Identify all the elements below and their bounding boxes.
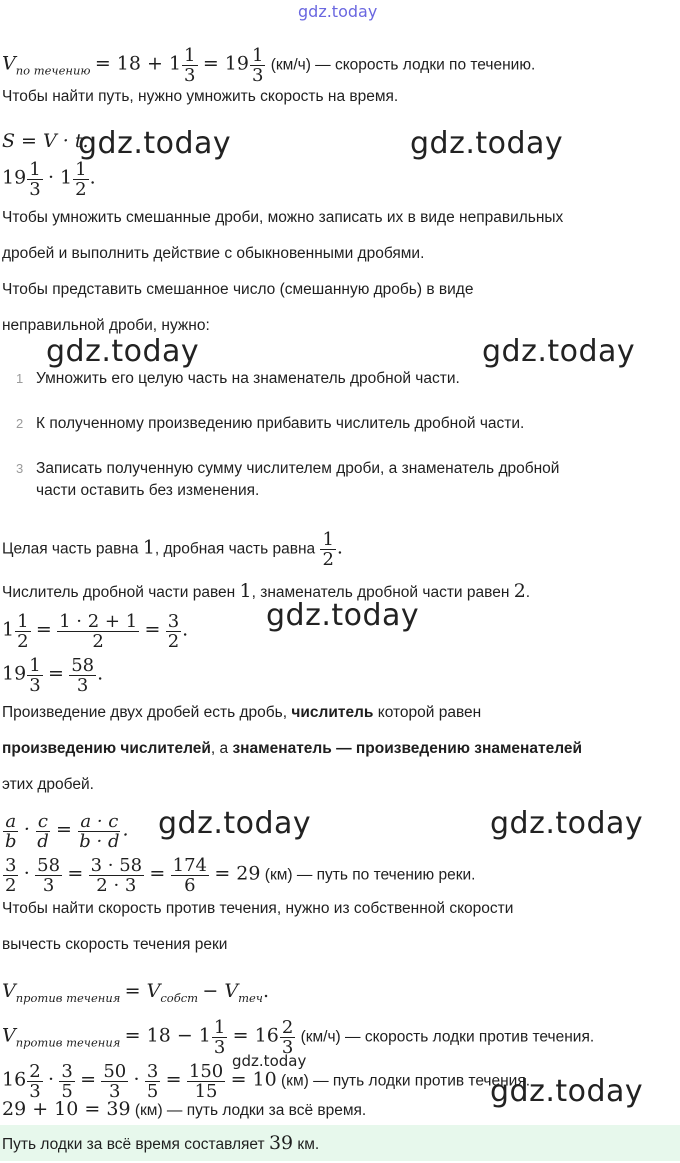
watermark: gdz.today — [482, 334, 636, 369]
upstream-formula-line — [2, 980, 269, 1009]
bold-text: произведению числителей — [2, 740, 211, 757]
conversion-line — [2, 612, 188, 651]
paragraph: неправильной дроби, нужно: — [2, 317, 210, 334]
math-expr: . — [89, 166, 96, 189]
denominator: b — [5, 831, 17, 852]
fraction — [69, 656, 96, 695]
math-expr: = — [165, 1068, 182, 1091]
denominator: d — [37, 831, 49, 852]
math-expr: · 1 — [47, 166, 73, 189]
denominator: 2 — [167, 631, 180, 652]
fraction — [15, 612, 30, 651]
fraction — [57, 612, 139, 651]
list-text: Записать полученную сумму числителем дроби, а знаменатель дробной — [36, 460, 560, 477]
var-v: V — [2, 52, 16, 75]
math-expr: = 10 — [230, 1068, 277, 1091]
watermark: gdz.today — [232, 1052, 307, 1070]
numerator: 1 — [322, 529, 334, 550]
math-expr: − V — [202, 980, 239, 1002]
numerator: 1 — [213, 1017, 226, 1038]
subscript: по течению — [15, 63, 91, 78]
math-expr: 1 — [2, 618, 15, 641]
paragraph: вычесть скорость течения реки — [2, 936, 228, 953]
fraction — [3, 812, 19, 851]
line-text: , дробная часть равна — [154, 540, 320, 558]
answer-box — [0, 1125, 680, 1161]
math-expr: 19 — [2, 662, 27, 685]
paragraph — [2, 738, 582, 760]
fraction — [320, 530, 335, 569]
list-item — [16, 458, 559, 502]
subscript: теч — [238, 991, 263, 1005]
watermark: gdz.today — [266, 598, 420, 633]
math-expr: = 18 − 1 — [124, 1024, 211, 1047]
numerator: 3 · 58 — [90, 855, 143, 876]
watermark: gdz.today — [46, 334, 200, 369]
subscript: против течения — [15, 991, 121, 1005]
math-expr: · — [23, 862, 30, 885]
numerator: 3 — [167, 611, 180, 632]
math-expr: = — [35, 618, 52, 641]
math-expr: = — [56, 818, 72, 841]
line-text: , знаменатель дробной части равен — [251, 584, 514, 601]
fraction — [166, 612, 181, 651]
fraction — [27, 656, 42, 695]
denominator: 5 — [61, 1081, 73, 1102]
math-expr: 16 — [2, 1068, 27, 1091]
fraction — [145, 1062, 160, 1101]
subscript: против течения — [15, 1035, 121, 1050]
denominator: 15 — [194, 1081, 218, 1102]
watermark: gdz.today — [158, 806, 312, 841]
paragraph — [2, 702, 481, 724]
line-text: Произведение двух дробей есть дробь, — [2, 704, 292, 721]
fraction — [212, 1018, 227, 1057]
numerator: 58 — [37, 855, 61, 876]
line-text: Числитель дробной части равен — [2, 584, 240, 601]
math-expr: · — [47, 1068, 54, 1091]
numerator: 1 — [184, 45, 196, 66]
var-v: V — [2, 1024, 16, 1047]
denominator: 3 — [29, 179, 41, 200]
denominator: 3 — [109, 1081, 121, 1102]
math-expr: . — [336, 536, 343, 559]
fraction — [171, 856, 209, 895]
numerator: 1 — [17, 611, 29, 632]
total-distance-line — [2, 1098, 366, 1122]
math-expr: = 18 + 1 — [94, 52, 182, 75]
denominator: 3 — [42, 875, 55, 896]
numerator: 2 — [281, 1017, 294, 1038]
math-expr: = 19 — [202, 52, 249, 75]
denominator: 3 — [29, 1081, 41, 1102]
numerator: 1 — [29, 159, 41, 180]
list-item — [16, 413, 524, 435]
watermark-top: gdz.today — [298, 2, 378, 21]
parts-line — [2, 530, 343, 569]
math-expr: = — [144, 618, 161, 641]
fraction — [187, 1062, 225, 1101]
numerator: 58 — [71, 655, 95, 676]
denominator: 3 — [281, 1037, 294, 1058]
math-expr: = 16 — [232, 1024, 279, 1047]
numerator: 1 · 2 + 1 — [59, 611, 138, 632]
numerator: 50 — [103, 1061, 127, 1082]
var-v: V — [2, 980, 16, 1002]
denominator: 3 — [29, 675, 41, 696]
paragraph: дробей и выполнить действие с обыкновенными дробями. — [2, 245, 425, 262]
denominator: b · d — [79, 831, 120, 852]
list-number: 2 — [16, 416, 24, 431]
math-expr: . — [122, 818, 129, 841]
math-expr: . — [182, 618, 189, 641]
paragraph: этих дробей. — [2, 776, 94, 793]
list-number: 3 — [16, 461, 24, 476]
line-text: . — [525, 584, 531, 601]
speed-downstream-line — [2, 46, 535, 85]
numerator: 1 — [251, 45, 264, 66]
line-text: (км) — путь лодки за всё время. — [134, 1102, 367, 1119]
numerator: 1 — [29, 655, 41, 676]
math-expr: 2 — [513, 580, 526, 602]
math-expr: 19 — [2, 166, 27, 189]
fraction — [35, 812, 51, 851]
denominator: 3 — [76, 675, 89, 696]
list-text: К полученному произведению прибавить числитель дробной части. — [36, 415, 525, 432]
denominator: 3 — [184, 65, 196, 86]
math-expr: = — [67, 862, 84, 885]
denominator: 2 — [322, 549, 334, 570]
numerator: 3 — [61, 1061, 73, 1082]
list-number: 1 — [16, 371, 24, 386]
math-expr: . — [262, 980, 270, 1002]
line-text: (км) — путь лодки против течения. — [281, 1072, 531, 1090]
denominator: 2 — [17, 631, 29, 652]
list-item — [16, 368, 460, 390]
paragraph: Чтобы представить смешанное число (смешанную дробь) в виде — [2, 281, 474, 298]
fraction — [3, 856, 18, 895]
numerator: 150 — [188, 1061, 224, 1082]
denominator: 3 — [251, 65, 264, 86]
fraction — [101, 1062, 128, 1101]
numerator: a · c — [80, 811, 119, 832]
denominator: 2 · 3 — [96, 875, 137, 896]
math-expr: = 29 — [214, 862, 261, 885]
math-expr: . — [97, 662, 104, 685]
fraction — [27, 160, 42, 199]
denominator: 5 — [146, 1081, 159, 1102]
math-expr: = — [47, 662, 64, 685]
math-expr: 1 — [142, 536, 155, 559]
denominator: 2 — [92, 631, 104, 652]
fraction — [27, 1062, 42, 1101]
fraction — [250, 46, 265, 85]
paragraph: Чтобы найти скорость против течения, нужно из собственной скорости — [2, 900, 514, 917]
answer-text: км. — [293, 1136, 320, 1153]
line-text: (км) — путь по течению реки. — [264, 866, 476, 884]
numerator: c — [37, 811, 49, 832]
denominator: 3 — [213, 1037, 226, 1058]
watermark: gdz.today — [490, 1074, 644, 1109]
line-text: (км/ч) — скорость лодки по течению. — [270, 56, 536, 74]
math-expr: · — [23, 818, 30, 841]
fraction — [182, 46, 197, 85]
paragraph: Чтобы умножить смешанные дроби, можно записать их в виде неправильных — [2, 209, 564, 226]
list-text: части оставить без изменения. — [36, 482, 260, 499]
math-expr: = V — [124, 980, 161, 1002]
numerator: 3 — [146, 1061, 159, 1082]
denominator: 2 — [75, 179, 87, 200]
subscript: собст — [160, 991, 199, 1005]
downstream-distance-line — [2, 856, 475, 895]
answer-text: Путь лодки за всё время составляет — [2, 1136, 269, 1153]
numerator: a — [5, 811, 17, 832]
denominator: 6 — [184, 875, 196, 896]
watermark: gdz.today — [490, 806, 644, 841]
math-expr: 1 — [239, 580, 252, 602]
line-text: которой равен — [373, 704, 482, 721]
formula-s: S = V · t. — [2, 130, 89, 152]
numerator: 1 — [75, 159, 87, 180]
line-text: , а — [210, 740, 233, 757]
bold-text: числитель — [291, 704, 374, 721]
fraction — [77, 812, 121, 851]
numerator: 174 — [172, 855, 208, 876]
watermark: gdz.today — [78, 126, 232, 161]
bold-text: знаменатель — произведению знаменателей — [232, 740, 583, 757]
math-expr: = — [149, 862, 166, 885]
numerator: 2 — [29, 1061, 41, 1082]
fraction — [73, 160, 88, 199]
conversion-line — [2, 656, 103, 695]
line-text: Целая часть равна — [2, 540, 143, 558]
product-line — [2, 160, 96, 199]
math-expr: 29 + 10 = 39 — [2, 1098, 131, 1120]
denominator: 2 — [5, 875, 17, 896]
numerator: 3 — [5, 855, 17, 876]
watermark: gdz.today — [410, 126, 564, 161]
paragraph: Чтобы найти путь, нужно умножить скорость на время. — [2, 88, 399, 105]
fraction — [59, 1062, 74, 1101]
product-rule-line — [2, 812, 129, 851]
math-expr: · — [133, 1068, 140, 1091]
list-text: Умножить его целую часть на знаменатель дробной части. — [36, 370, 460, 387]
answer-value: 39 — [268, 1132, 294, 1154]
fraction — [35, 856, 62, 895]
fraction — [89, 856, 145, 895]
line-text: (км/ч) — скорость лодки против течения. — [300, 1028, 595, 1046]
math-expr: = — [80, 1068, 96, 1091]
